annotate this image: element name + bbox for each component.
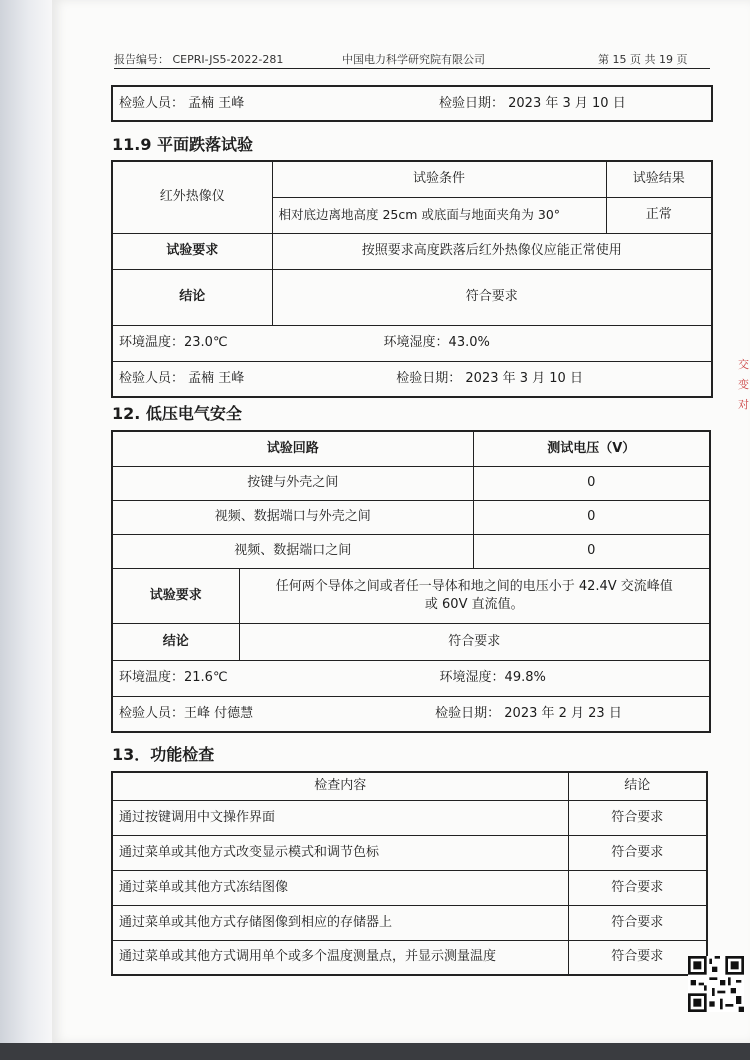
voltage-cell: 0 (473, 500, 710, 534)
env-temperature: 环境温度：21.6℃ (119, 670, 228, 686)
prev-inspectors: 检验人员： 孟楠 王峰 (112, 86, 433, 121)
report-number: 报告编号： CEPRI-JS5-2022-281 (114, 53, 284, 66)
table-row (112, 500, 710, 534)
check-conclusion: 符合要求 (568, 940, 707, 975)
test-result: 正常 (606, 197, 712, 233)
loop-cell: 视频、数据端口之间 (112, 534, 473, 568)
section-title-12: 12. 低压电气安全 (112, 404, 242, 423)
prev-inspection-table (111, 85, 713, 122)
loop-cell: 视频、数据端口与外壳之间 (112, 500, 473, 534)
check-conclusion: 符合要求 (568, 800, 707, 835)
check-conclusion: 符合要求 (568, 870, 707, 905)
section-title-11-9: 11.9 平面跌落试验 (112, 135, 254, 154)
requirement-text: 任何两个导体之间或者任一导体和地之间的电压小于 42.4V 交流峰值 或 60V 直流值。 (239, 568, 710, 623)
result-header: 试验结果 (606, 161, 712, 197)
voltage-safety-table (111, 430, 711, 733)
test-condition: 相对底边离地高度 25cm 或底面与地面夹角为 30° (272, 197, 606, 233)
condition-header: 试验条件 (272, 161, 606, 197)
check-content: 通过菜单或其他方式调用单个或多个温度测量点，并显示测量温度 (112, 940, 568, 975)
check-conclusion: 符合要求 (568, 835, 707, 870)
env-humidity: 环境湿度：49.8% (439, 670, 546, 686)
page-header (114, 48, 710, 68)
voltage-cell: 0 (473, 534, 710, 568)
drop-test-table (111, 160, 713, 398)
inspection-date: 检验日期： 2023 年 3 月 10 日 (396, 370, 583, 386)
requirement-label: 试验要求 (112, 568, 239, 623)
table-row (112, 940, 707, 975)
device-name: 红外热像仪 (112, 161, 272, 233)
page-bottom-edge (0, 1043, 750, 1060)
inspection-info (112, 696, 710, 732)
check-content: 通过菜单或其他方式存储图像到相应的存储器上 (112, 905, 568, 940)
check-content: 通过按键调用中文操作界面 (112, 800, 568, 835)
voltage-header: 测试电压（V） (473, 431, 710, 466)
table-row (112, 466, 710, 500)
check-conclusion: 符合要求 (568, 905, 707, 940)
conclusion-label: 结论 (112, 269, 272, 325)
conclusion-text: 符合要求 (239, 623, 710, 660)
inspectors: 检验人员： 孟楠 王峰 检验日期： 2023 年 3 月 10 日 (112, 361, 606, 397)
table-row (112, 800, 707, 835)
table-row (112, 534, 710, 568)
header-divider (114, 68, 710, 69)
inspectors: 检验人员：王峰 付德慧 (119, 705, 254, 721)
check-content: 通过菜单或其他方式冻结图像 (112, 870, 568, 905)
prev-date: 检验日期： 2023 年 3 月 10 日 (433, 86, 712, 121)
table-row (112, 835, 707, 870)
loop-header: 试验回路 (112, 431, 473, 466)
env-temperature: 环境温度：23.0℃ 环境湿度：43.0% (112, 325, 606, 361)
table-row (112, 870, 707, 905)
env-conditions (112, 660, 710, 696)
conclusion-text: 符合要求 (272, 269, 712, 325)
page-number: 第 15 页 共 19 页 (598, 53, 688, 66)
requirement-text: 按照要求高度跌落后红外热像仪应能正常使用 (272, 233, 712, 269)
loop-cell: 按键与外壳之间 (112, 466, 473, 500)
table-row (112, 905, 707, 940)
env-humidity: 环境湿度：43.0% (383, 335, 490, 351)
binder-shadow (0, 0, 52, 1060)
conclusion-header: 结论 (568, 772, 707, 800)
qr-code-icon (688, 956, 744, 1012)
voltage-cell: 0 (473, 466, 710, 500)
requirement-label: 试验要求 (112, 233, 272, 269)
conclusion-label: 结论 (112, 623, 239, 660)
function-check-table (111, 771, 708, 976)
check-content: 通过菜单或其他方式改变显示模式和调节色标 (112, 835, 568, 870)
side-stamp: 交 变 对 (738, 358, 749, 411)
institute-name: 中国电力科学研究院有限公司 (342, 53, 485, 66)
inspection-date: 检验日期： 2023 年 2 月 23 日 (435, 705, 622, 721)
content-header: 检查内容 (112, 772, 568, 800)
section-title-13: 13．功能检查 (112, 745, 215, 764)
